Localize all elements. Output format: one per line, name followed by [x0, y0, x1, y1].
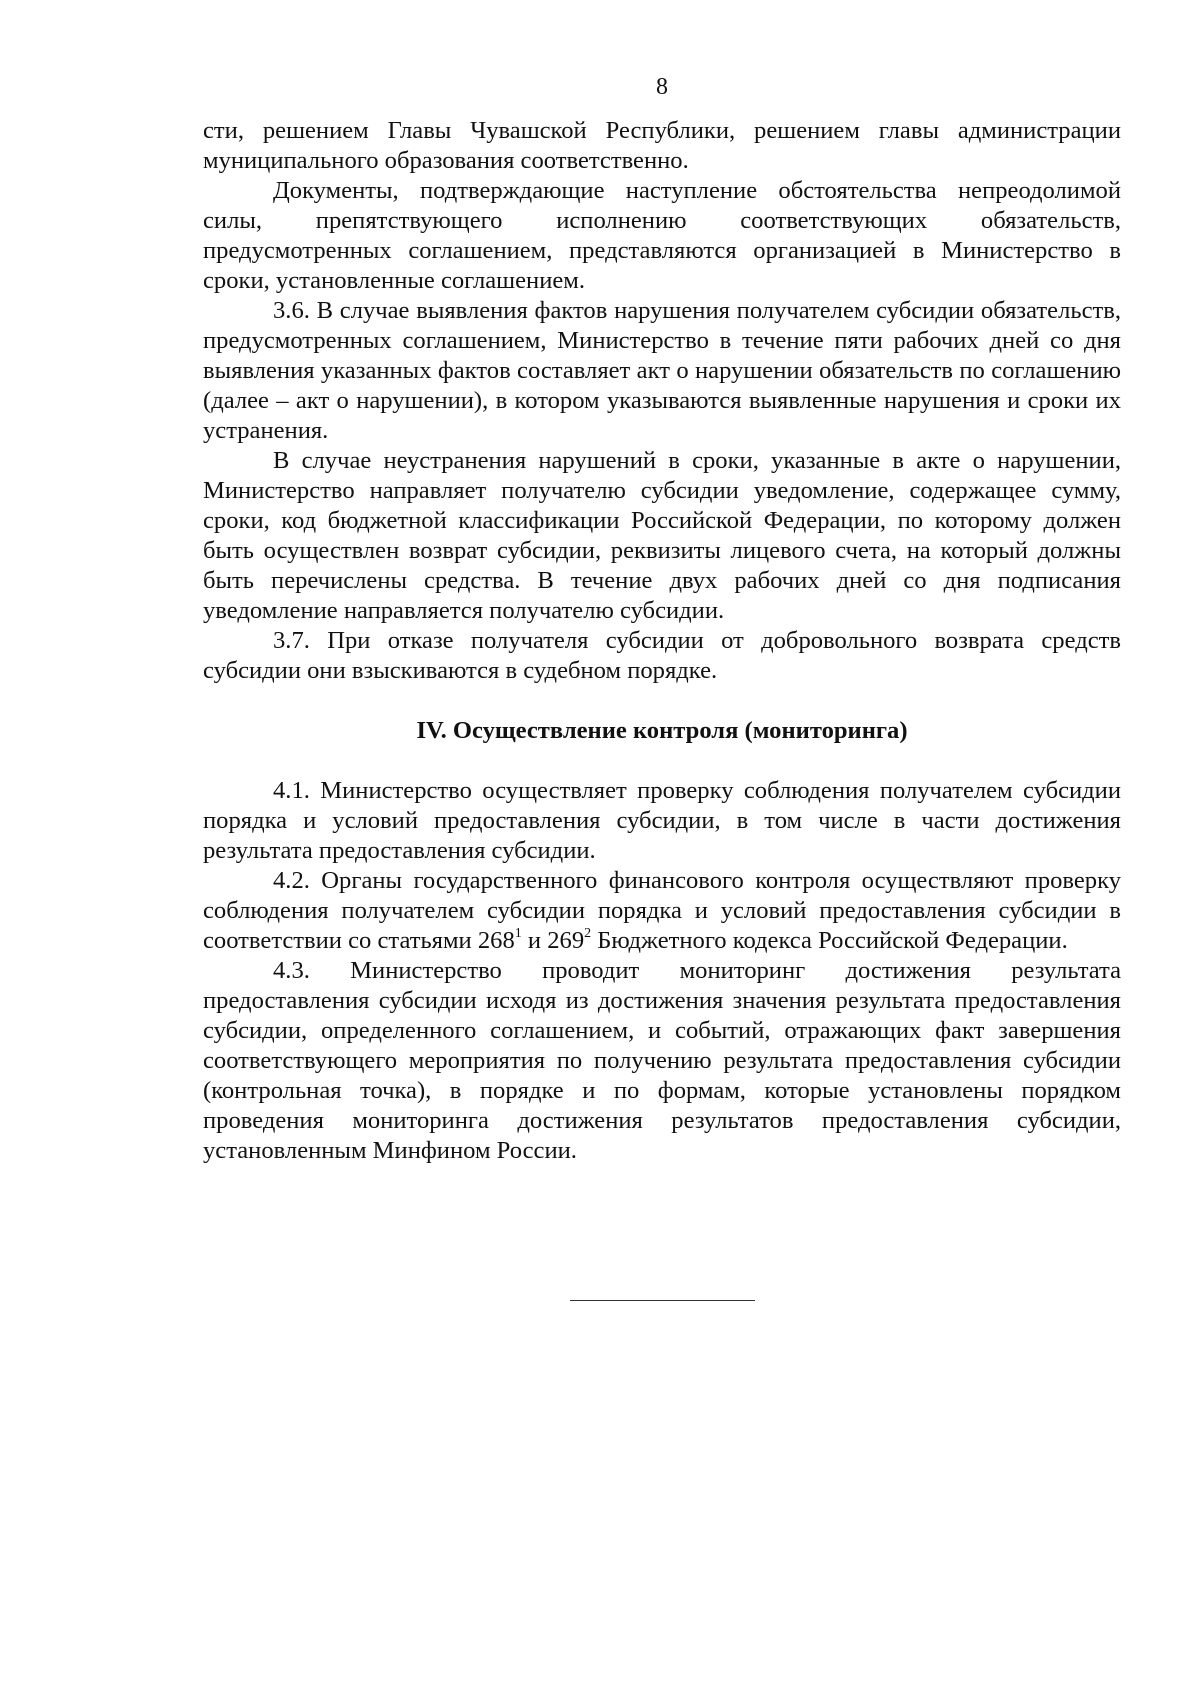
paragraph-4-2: [203, 866, 1121, 956]
paragraph-continuation: сти, решением Главы Чувашской Республики, решением главы администрации муниципального образования соответственно.: [203, 117, 1121, 174]
paragraph-4-2-part1: 4.2. Органы государственного финансового контроля осуществляют проверку соблюдения получателем субсидии порядка и условий предоставления субсидии в соответствии со статьями 268: [203, 867, 1121, 954]
end-divider: [570, 1300, 755, 1301]
paragraph-4-3: 4.3. Министерство проводит мониторинг достижения результата предоставления субсидии исходя из достижения значения результата предоставления субсидии, определенного соглашением, и событий, отражающих факт завершения соответствующего мероприятия по получению результата предоставления субсидии (контрольная точка), в порядке и по формам, которые установлены порядком проведения мониторинга достижения результатов предоставления субсидии, установленным Минфином России.: [203, 957, 1121, 1164]
paragraph-3-6: 3.6. В случае выявления фактов нарушения получателем субсидии обязательств, предусмотренных соглашением, Министерство в течение пяти рабочих дней со дня выявления указанных фактов составляет акт о нарушении обязательств по соглашению (далее – акт о нарушении), в котором указываются выявленные нарушения и сроки их устранения.: [203, 297, 1121, 444]
page-number: 8: [656, 74, 668, 100]
paragraph-3-7: 3.7. При отказе получателя субсидии от добровольного возврата средств субсидии они взыскиваются в судебном порядке.: [203, 627, 1121, 684]
paragraph-force-majeure-documents: Документы, подтверждающие наступление обстоятельства непреодолимой силы, препятствующего исполнению соответствующих обязательств, предусмотренных соглашением, представляются организацией в Министерство в сроки, установленные соглашением.: [203, 177, 1121, 294]
paragraph-4-2-part2: и 269: [521, 927, 585, 954]
document-body: [203, 116, 1121, 1166]
paragraph-4-1: 4.1. Министерство осуществляет проверку соблюдения получателем субсидии порядка и условий предоставления субсидии, в том числе в части достижения результата предоставления субсидии.: [203, 777, 1121, 864]
paragraph-non-elimination: В случае неустранения нарушений в сроки, указанные в акте о нарушении, Министерство направляет получателю субсидии уведомление, содержащее сумму, сроки, код бюджетной классификации Российской Федерации, по которому должен быть осуществлен возврат субсидии, реквизиты лицевого счета, на который должны быть перечислены средства. В течение двух рабочих дней со дня подписания уведомление направляется получателю субсидии.: [203, 447, 1121, 624]
section-title: IV. Осуществление контроля (мониторинга): [416, 717, 908, 744]
superscript-1: 1: [514, 925, 522, 941]
superscript-2: 2: [584, 925, 592, 941]
paragraph-4-2-part3: Бюджетного кодекса Российской Федерации.: [591, 927, 1068, 954]
